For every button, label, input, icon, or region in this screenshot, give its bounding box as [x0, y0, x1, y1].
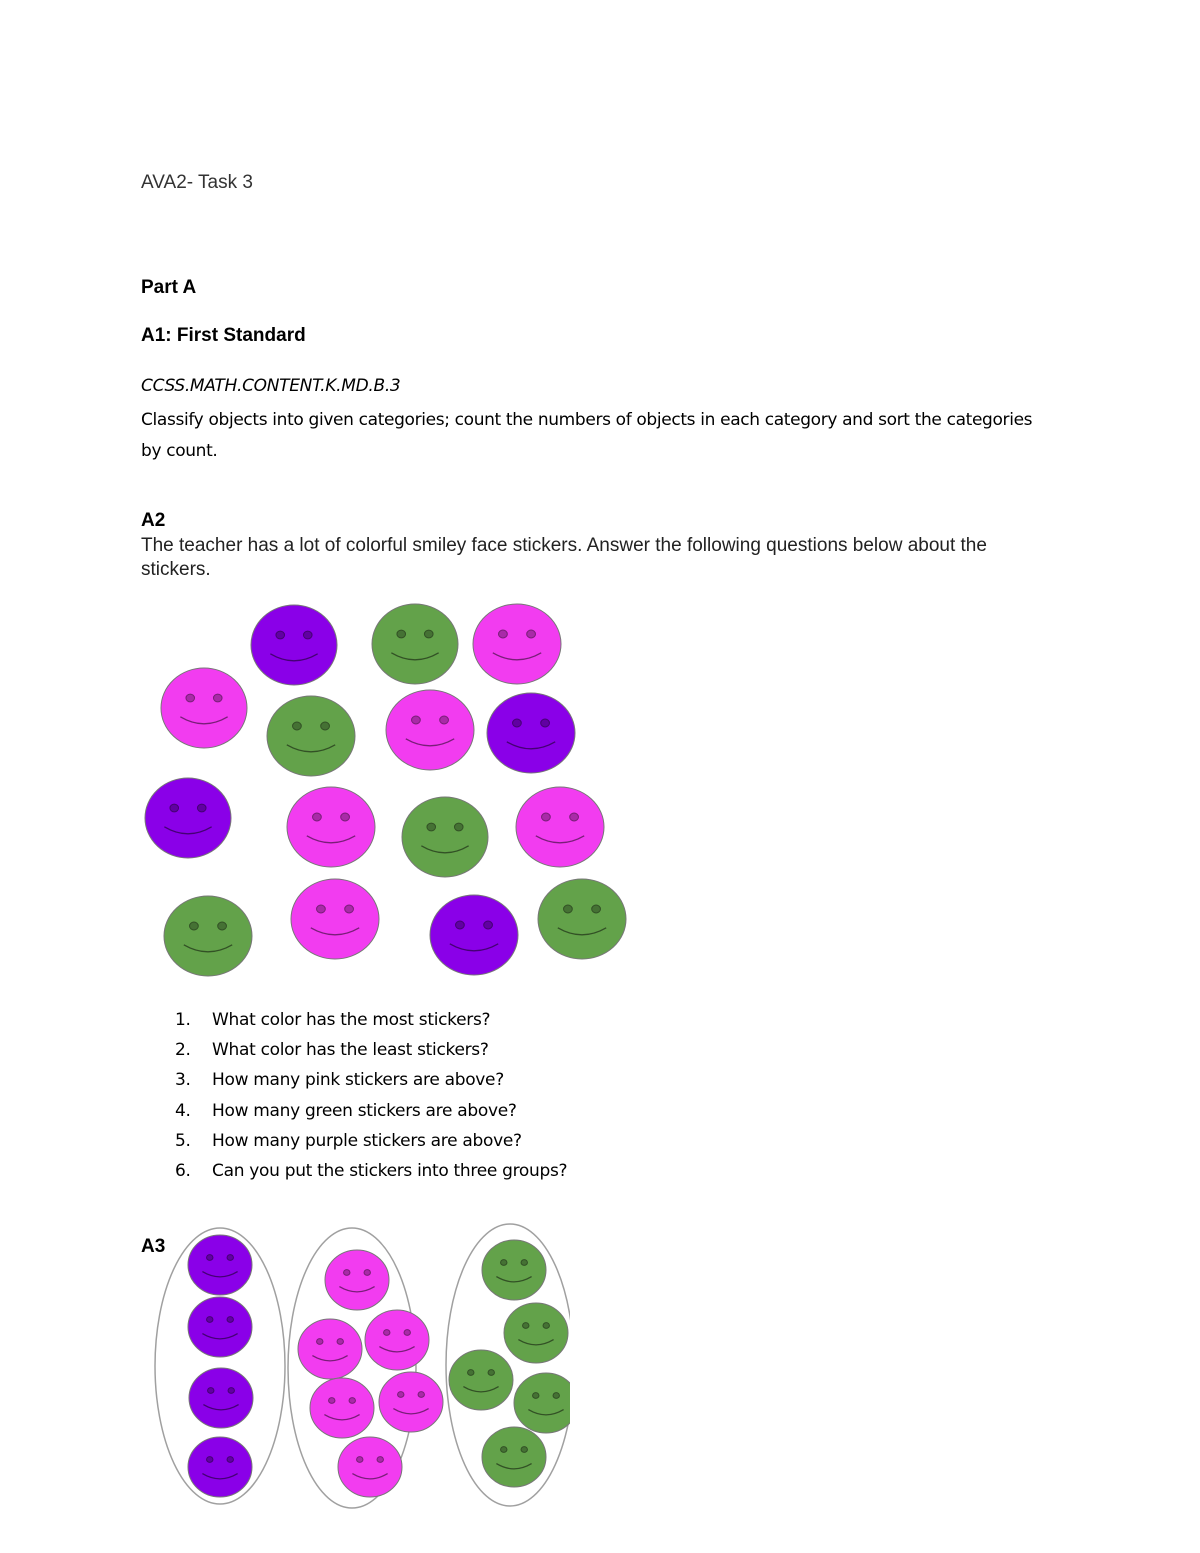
question-text: What color has the least stickers?	[212, 1040, 489, 1061]
question-number: 2.	[175, 1040, 191, 1061]
pink-smiley-sticker	[365, 1310, 429, 1370]
a3-heading: A3	[141, 1236, 166, 1257]
purple-smiley-sticker	[487, 693, 575, 773]
green-smiley-sticker	[514, 1373, 578, 1433]
question-number: 1.	[175, 1010, 191, 1030]
purple-smiley-sticker	[430, 895, 518, 975]
pink-smiley-sticker	[310, 1378, 374, 1438]
pink-smiley-sticker	[161, 668, 247, 748]
green-smiley-sticker	[482, 1240, 546, 1300]
purple-smiley-sticker	[251, 605, 337, 685]
question-number: 5.	[175, 1130, 191, 1151]
question-text: How many purple stickers are above?	[212, 1130, 522, 1151]
pink-smiley-sticker	[473, 604, 561, 684]
purple-smiley-sticker	[188, 1235, 252, 1295]
pink-smiley-sticker	[287, 787, 375, 867]
a2-intro: The teacher has a lot of colorful smiley face stickers. Answer the following questions below about the stickers.	[141, 535, 987, 580]
standard-code: CCSS.MATH.CONTENT.K.MD.B.3	[141, 376, 401, 396]
purple-smiley-sticker	[189, 1368, 253, 1428]
question-number: 6.	[175, 1160, 191, 1181]
purple-smiley-sticker	[188, 1297, 252, 1357]
question-text: How many green stickers are above?	[212, 1100, 517, 1121]
green-smiley-sticker	[504, 1303, 568, 1363]
a3-sorted-groups	[155, 1224, 578, 1508]
question-text: Can you put the stickers into three groups?	[212, 1160, 568, 1181]
green-smiley-sticker	[449, 1350, 513, 1410]
a2-heading: A2	[141, 510, 166, 531]
pink-smiley-sticker	[386, 690, 474, 770]
a1-heading: A1: First Standard	[141, 325, 306, 346]
green-smiley-sticker	[372, 604, 458, 684]
page-title: AVA2- Task 3	[141, 172, 253, 193]
green-smiley-sticker	[267, 696, 355, 776]
green-smiley-sticker	[538, 879, 626, 959]
purple-smiley-sticker	[188, 1437, 252, 1497]
purple-smiley-sticker	[145, 778, 231, 858]
a2-sticker-scatter	[145, 604, 626, 976]
pink-smiley-sticker	[325, 1250, 389, 1310]
standard-text: Classify objects into given categories; count the numbers of objects in each category and sort the categories by count.	[141, 410, 1033, 461]
green-smiley-sticker	[482, 1427, 546, 1487]
question-text: How many pink stickers are above?	[212, 1070, 504, 1091]
pink-smiley-sticker	[298, 1319, 362, 1379]
part-heading: Part A	[141, 277, 197, 298]
green-smiley-sticker	[164, 896, 252, 976]
pink-smiley-sticker	[379, 1372, 443, 1432]
question-number: 4.	[175, 1100, 191, 1121]
question-number: 3.	[175, 1070, 191, 1091]
pink-smiley-sticker	[291, 879, 379, 959]
question-text: What color has the most stickers?	[212, 1010, 491, 1030]
pink-smiley-sticker	[338, 1437, 402, 1497]
green-smiley-sticker	[402, 797, 488, 877]
pink-smiley-sticker	[516, 787, 604, 867]
